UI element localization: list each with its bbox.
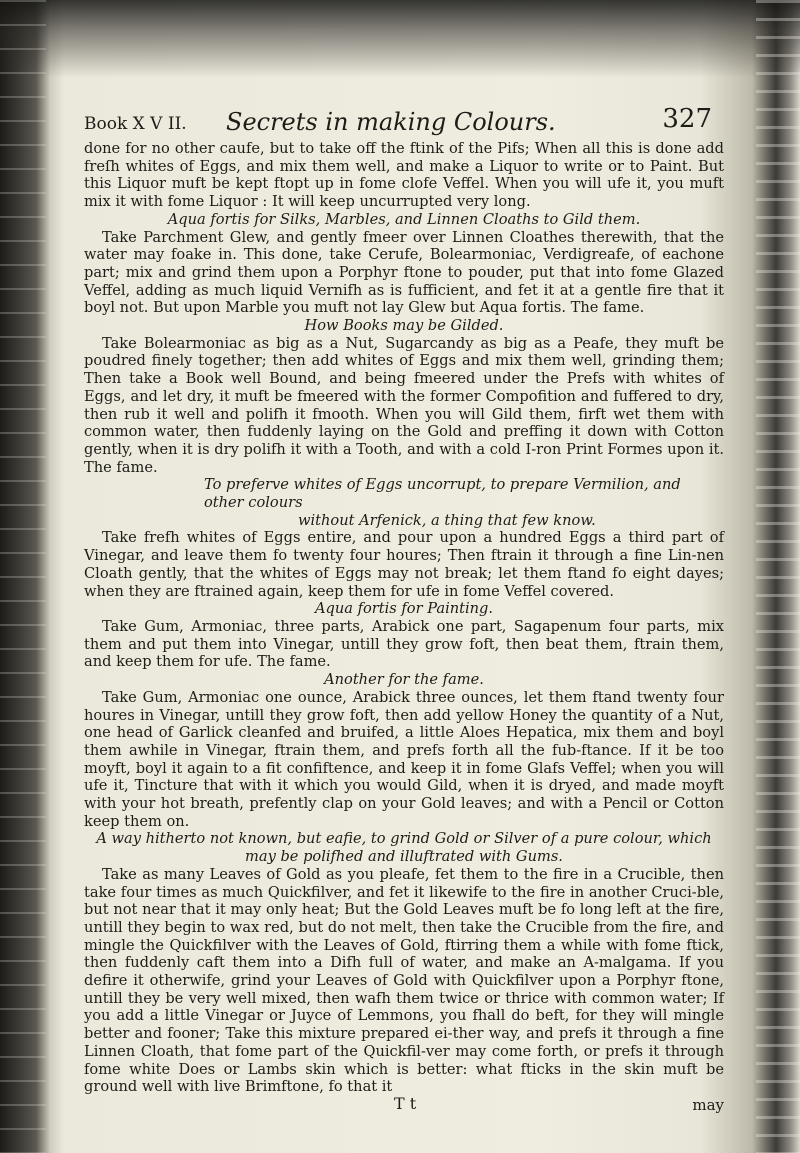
section-heading: without Arfenick, a thing that few know. <box>298 511 596 529</box>
paragraph: Take as many Leaves of Gold as you pleafe, fet them to the fire in a Crucible, then take four times as much Quickfilver, and fet it likewife to the fire in another Cruci-ble, but not near that it may only heat; But the Gold Leaves muft be fo long left at the fire, untill they begin to wax red, but do not melt, then take the Crucible from the fire, and mingle the Quickfilver with the Leaves of Gold, ftirring them a while with fome ftick, then fuddenly caft them into a Difh full of water, and make an A-malgama. If you defire it otherwife, grind your Leaves of Gold with Quickfilver upon a Porphyr ftone, untill they be very well mixed, then wafh them twice or thrice with common water; If you add a little Vinegar or Juyce of Lemmons, you fhall do beft, for they will mingle better and fooner; Take this mixture prepared ei-ther way, and prefs it through a fine Linnen Cloath, that fome part of the Quickfil-ver may come forth, or prefs it through fome white Does or Lambs skin which is better: what fticks in the skin muft be ground well with live Brimftone, fo that it <box>84 865 724 1096</box>
paragraph: Take Gum, Armoniac one ounce, Arabick three ounces, let them ftand twenty four houres in Vinegar, untill they grow foft, then add yellow Honey the quantity of a Nut, one head of Garlick cleanfed and bruifed, a little Aloes Hepatica, mix them and boyl them awhile in Vinegar, ftrain them, and prefs forth all the fub-ftance. If it be too moyft, boyl it again to a fit confiftence, and keep it in fome Glafs Veffel; when you will ufe it, Tincture that with it which you would Gild, when it is dryed, and made moyft with your hot breath, prefently clap on your Gold leaves; and with a Pencil or Cotton keep them on. <box>84 688 724 830</box>
section-heading: Aqua fortis for Painting. <box>314 600 494 618</box>
running-head-title: Secrets in making Colours. <box>226 108 556 136</box>
catchword: may <box>692 1095 724 1114</box>
running-head-book: Book X V II. <box>84 114 187 134</box>
section-heading: How Books may be Gilded. <box>304 317 504 335</box>
page-number: 327 <box>662 104 712 134</box>
top-edge-shadow <box>0 0 800 80</box>
left-page-edge <box>0 0 46 1153</box>
paragraph: Take Gum, Armoniac, three parts, Arabick one part, Sagapenum four parts, mix them and put them into Vinegar, untill they grow foft, then beat them, ftrain them, and keep them for ufe. The fame. <box>84 617 724 671</box>
body-text <box>84 140 724 1096</box>
paragraph: Take Parchment Glew, and gently fmeer over Linnen Cloathes therewith, that the water may foake in. This done, take Cerufe, Bolearmoniac, Verdigreafe, of eachone part; mix and grind them upon a Porphyr ftone to pouder, put that into fome Glazed Veffel, adding as much liquid Vernifh as is fufficient, and fet it at a gentle fire that it boyl not. But upon Marble you muft not lay Glew but Aqua fortis. The fame. <box>84 228 724 317</box>
paragraph: Take frefh whites of Eggs entire, and pour upon a hundred Eggs a third part of Vinegar, and leave them fo twenty four houres; Then ftrain it through a fine Lin-nen Cloath gently, that the whites of Eggs may not break; let them ftand fo eight dayes; when they are ftrained again, keep them for ufe in fome Veffel covered. <box>84 529 724 600</box>
right-page-edges <box>756 0 800 1153</box>
paragraph: done for no other caufe, but to take off the ftink of the Pifs; When all this is done add freſh whites of Eggs, and mix them well, and make a Liquor to write or to Paint. But this Liquor muft be kept ftopt up in fome clofe Veffel. When you will ufe it, you muft mix it with fome Liquor : It will keep uncurrupted very long. <box>84 140 724 211</box>
signature-mark: T t <box>394 1093 417 1113</box>
section-heading: A way hitherto not known, but eafie, to grind Gold or Silver of a pure colour, which may be polifhed and illuftrated with Gums. <box>96 830 712 866</box>
book-page <box>84 104 724 1128</box>
page-footer <box>84 1093 724 1116</box>
section-heading: Another for the fame. <box>324 671 484 689</box>
section-heading: Aqua fortis for Silks, Marbles, and Linnen Cloaths to Gild them. <box>167 210 641 228</box>
page-header <box>84 104 724 138</box>
paragraph: Take Bolearmoniac as big as a Nut, Sugarcandy as big as a Peafe, they muft be poudred finely together; then add whites of Eggs and mix them well, grinding them; Then take a Book well Bound, and being fmeered under the Prefs with whites of Eggs, and let dry, it muft be fmeered with the former Compofition and fuffered to dry, then rub it well and polifh it fmooth. When you will Gild them, firft wet them with common water, then fuddenly laying on the Gold and preffing it down with Cotton gently, when it is dry polifh it with a Tooth, and with a cold I-ron Print Formes upon it. The fame. <box>84 334 724 476</box>
section-heading: To preferve whites of Eggs uncorrupt, to prepare Vermilion, and other colours <box>204 476 681 512</box>
